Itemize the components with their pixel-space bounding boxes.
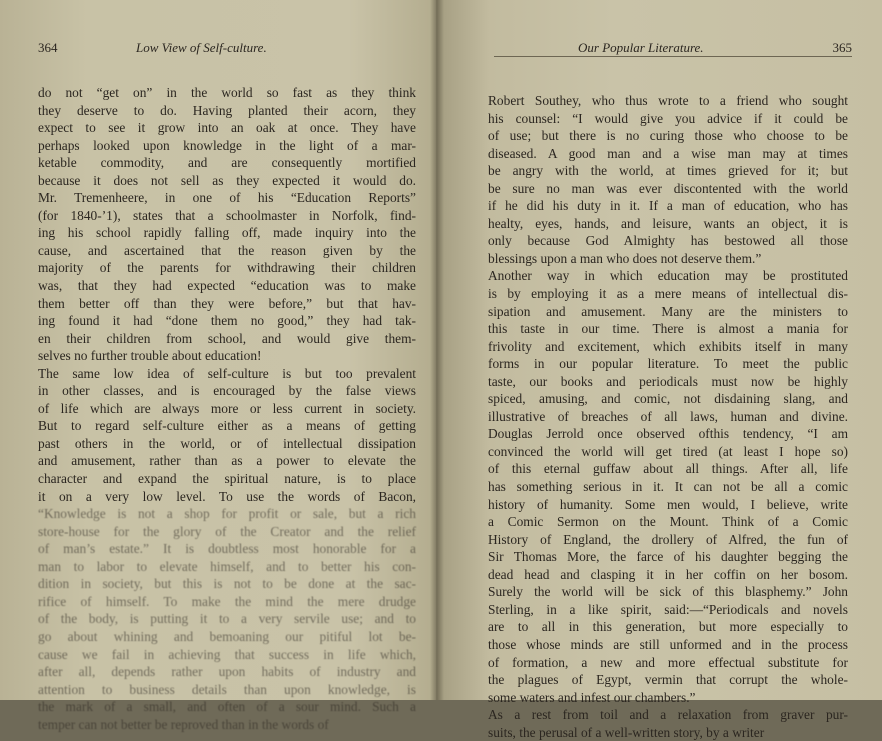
text-line: be angry with the world, at times grieved for it; but <box>488 163 848 179</box>
text-line: the mark of a small, and often of a sour mind. Such a <box>38 699 416 715</box>
text-line: healty, eyes, hands, and leisure, wants an object, it is <box>488 215 848 231</box>
text-line: of life which are always more or less current in society. <box>38 400 416 416</box>
text-line: and amusement, rather than as a power to elevate the <box>38 453 416 469</box>
text-line: history of humanity. Some men would, I believe, write <box>488 496 848 512</box>
text-line: cause, and ascertained that the reason given by the <box>38 242 416 258</box>
text-line: his counsel: “I would give you advice if it could be <box>488 110 848 126</box>
text-line: Robert Southey, who thus wrote to a friend who sought <box>488 93 848 108</box>
text-line: frivolity and excitement, which exhibits itself in many <box>488 338 848 354</box>
text-line: attention to business details than upon knowledge, is <box>38 681 416 697</box>
text-line: suits, the perusal of a well-written story, by a writer <box>488 724 765 740</box>
text-line: ing found it had “done them no good,” they had tak- <box>38 313 416 329</box>
left-running-title: Low View of Self-culture. <box>136 40 267 55</box>
text-line: character and expand the spiritual nature, is to place <box>38 471 416 487</box>
text-line: they deserve to do. Having planted their acorn, they <box>38 102 416 118</box>
text-line: if he did his duty in it. If a man of education, who has <box>488 198 848 214</box>
text-line: (for 1840-’1), states that a schoolmaster in Norfolk, find- <box>38 207 416 223</box>
text-line: dead head and clasping it in her coffin on her bosom. <box>488 566 848 582</box>
text-line: man to labor to elevate himself, and to better his con- <box>38 558 416 574</box>
right-page-body <box>488 92 848 741</box>
text-line: majority of the parents for withdrawing their children <box>38 260 416 276</box>
text-line: “Knowledge is not a shop for profit or sale, but a rich <box>38 506 416 522</box>
text-line: perhaps looked upon knowledge in the light of a mar- <box>38 137 416 153</box>
text-line: dition in society, but this is not to be done at the sac- <box>38 576 416 592</box>
text-line: Another way in which education may be prostituted <box>488 268 848 284</box>
text-line: illustrative of breaches of all laws, human and divine. <box>488 408 848 424</box>
text-line: rifice of himself. To make the mind the mere drudge <box>38 593 416 609</box>
text-line: the plagues of Egypt, vermin that corrupt the whole- <box>488 672 848 688</box>
text-line: past others in the world, or of intellectual dissipation <box>38 435 416 451</box>
text-line: has something serious in it. It can not be all a comic <box>488 479 848 495</box>
text-line: expect to see it grow into an oak at once. They have <box>38 120 416 136</box>
right-header-rule <box>494 56 852 57</box>
text-line: of formation, a new and more effectual substitute for <box>488 654 848 670</box>
text-line: of man’s estate.” It is doubtless most honorable for a <box>38 541 416 557</box>
text-line: of use; but there is no curing those who choose to be <box>488 128 848 144</box>
text-line: en their children from school, and would give them- <box>38 330 416 346</box>
text-line: taste, our books and periodicals must now be highly <box>488 373 848 389</box>
text-line: some waters and infest our chambers.” <box>488 689 696 705</box>
left-page-number: 364 <box>38 40 58 55</box>
text-line: those whose minds are still unformed and in the process <box>488 636 848 652</box>
text-line: only because God Almighty has bestowed all those <box>488 233 848 249</box>
text-line: diseased. A good man and a wise man may at times <box>488 145 848 161</box>
right-page-number: 365 <box>832 40 852 55</box>
text-line: store-house for the glory of the Creator and the relief <box>38 523 416 539</box>
text-line: ketable commodity, and are consequently mortified <box>38 155 416 171</box>
text-line: cause we fail in achieving that success in life which, <box>38 646 416 662</box>
text-line: is by employing it as a mere means of intellectual dis- <box>488 286 848 302</box>
text-line: after all, depends rather upon habits of industry and <box>38 664 416 680</box>
text-line: As a rest from toil and a relaxation from graver pur- <box>488 707 848 723</box>
text-line: go about whining and bemoaning our pitiful lot be- <box>38 628 416 644</box>
text-line: Surely the world will be sick of this blasphemy.” John <box>488 584 848 600</box>
text-line: History of England, the drollery of Alfred, the fun of <box>488 531 848 547</box>
text-line: blessings upon a man who does not deserve them.” <box>488 250 762 266</box>
text-line: sipation and amusement. Many are the ministers to <box>488 303 848 319</box>
text-line: of this eternal guffaw about all things. After all, life <box>488 461 848 477</box>
text-line: temper can not better be reproved than in the words of <box>38 716 329 732</box>
text-line: But to regard self-culture either as a means of getting <box>38 418 416 434</box>
text-line: Sir Thomas More, the farce of his daughter begging the <box>488 549 848 565</box>
text-line: a Comic Sermon on the Mount. Think of a Comic <box>488 514 848 530</box>
text-line: be sure no man was ever discontented with the world <box>488 180 848 196</box>
text-line: this taste in our time. There is almost a mania for <box>488 321 848 337</box>
right-running-title: Our Popular Literature. <box>578 40 704 55</box>
text-line: selves no further trouble about education! <box>38 348 262 364</box>
text-line: them better off than they were before,” but that hav- <box>38 295 416 311</box>
text-line: The same low idea of self-culture is but too prevalent <box>38 365 416 381</box>
text-line: in other classes, and is encouraged by the false views <box>38 383 416 399</box>
text-line: convinced the world will get tired (at least I hope so) <box>488 443 848 459</box>
text-line: Sterling, in a like spirit, said:—“Periodicals and novels <box>488 601 848 617</box>
book-gutter <box>430 0 444 700</box>
text-line: because it does not sell as they expected it would do. <box>38 172 416 188</box>
text-line: spiced, amusing, and comic, not disdaining slang, and <box>488 391 848 407</box>
text-line: of the body, is putting it to a very servile use; and to <box>38 611 416 627</box>
text-line: are to all in this generation, but more especially to <box>488 619 848 635</box>
text-line: was, that they had expected “education was to make <box>38 278 416 294</box>
text-line: Douglas Jerrold once observed ofthis tendency, “I am <box>488 426 848 442</box>
text-line: Mr. Tremenheere, in one of his “Education Reports” <box>38 190 416 206</box>
text-line: do not “get on” in the world so fast as they think <box>38 85 416 100</box>
left-page <box>0 0 436 732</box>
text-line: forms in our popular literature. To meet the public <box>488 356 848 372</box>
text-line: it on a very low level. To use the words of Bacon, <box>38 488 416 504</box>
left-page-body <box>38 84 416 733</box>
text-line: ing his school rapidly falling off, made inquiry into the <box>38 225 416 241</box>
